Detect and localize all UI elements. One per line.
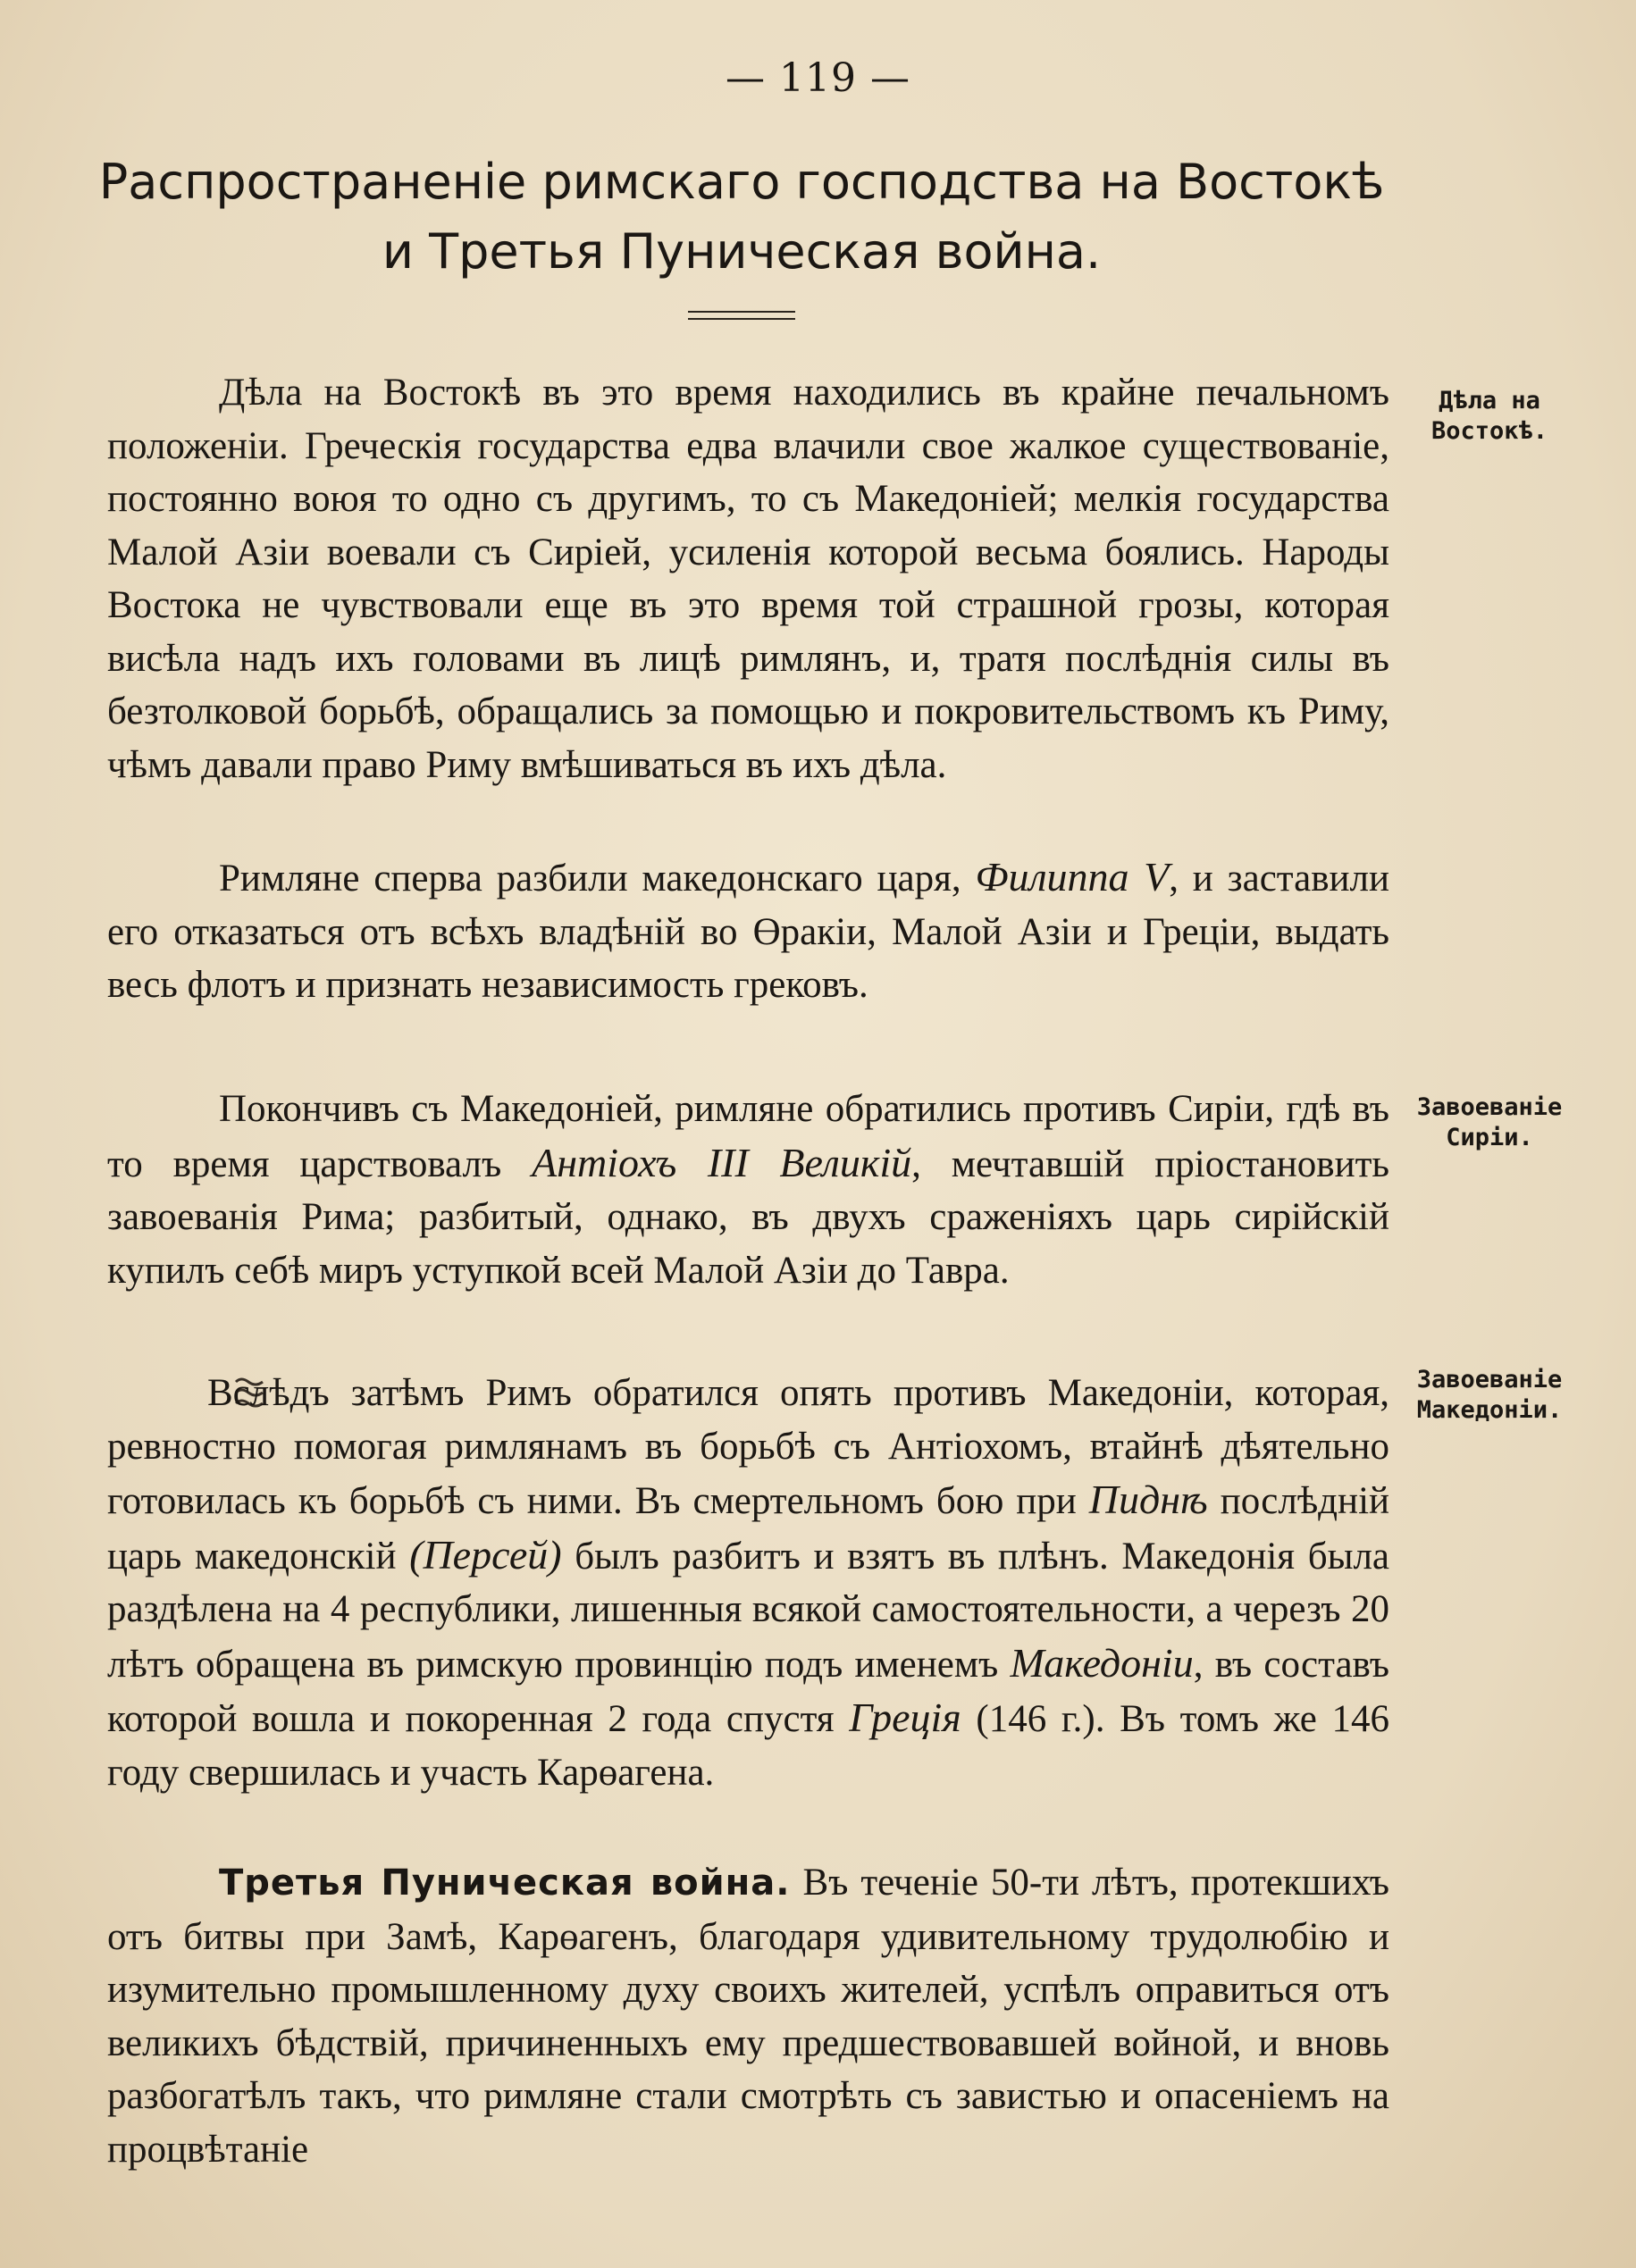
margin-note-line: Завоеванiе xyxy=(1416,1093,1563,1121)
paragraph-east-affairs xyxy=(107,366,1389,791)
paragraph-text xyxy=(107,850,1389,1012)
text-run: Покончивъ съ Македонiей, римляне обратились противъ Сирiи, гдѣ въ то время царствовалъ xyxy=(107,1088,1389,1185)
person-name: Филиппа V xyxy=(975,854,1170,900)
chapter-title-line-2: и Третья Пуническая война. xyxy=(382,223,1102,280)
margin-note-line: Завоеванiе xyxy=(1416,1366,1563,1393)
margin-note-line: Дѣла на xyxy=(1439,387,1540,414)
place-name: Македонiи xyxy=(1010,1639,1194,1686)
paragraph-text xyxy=(107,1856,1389,2176)
margin-note-conquest-macedonia xyxy=(1396,1365,1583,1426)
paragraph-text: Дѣла на Востокѣ въ это время находились въ крайне печальномъ положенiи. Греческiя государства едва влачили свое жалкое существованiе, постоянно воюя то одно съ другимъ, то съ Македонiей; мелкiя государства Малой Азiи воевали съ Сирiей, усиленiя которой весьма боялись. Народы Востока не чувствовали еще въ это время той страшной грозы, которая висѣла надъ ихъ головами въ лицѣ римлянъ, и, тратя послѣднiя силы въ безтолковой борьбѣ, обращались за помощью и покровительствомъ къ Риму, чѣмъ давали право Риму вмѣшиваться въ ихъ дѣла. xyxy=(107,372,1389,786)
place-name: Грецiя xyxy=(849,1695,961,1740)
text-run: Въ теченiе 50-ти лѣтъ, протекшихъ отъ битвы при Замѣ, Карөагенъ, благодаря удивительному трудолюбiю и изумительно промышленному духу своихъ жителей, успѣлъ оправиться отъ великихъ бѣдствiй, причиненныхъ ему предшествовавшей войной, и вновь разбогатѣлъ такъ, что римляне стали смотрѣть съ завистью и опасенiемъ на процвѣтанiе xyxy=(107,1862,1390,2171)
margin-note-line: Македонiи. xyxy=(1416,1396,1563,1424)
text-run: Вслѣдъ затѣмъ Римъ обратился опять противъ Македонiи, которая, ревностно помогая римлянамъ въ борьбѣ съ Антiохомъ, втайнѣ дѣятельно готовилась къ борьбѣ съ ними. Въ смертельномъ бою при xyxy=(107,1372,1389,1522)
person-name: (Персей) xyxy=(409,1531,562,1578)
paragraph-text xyxy=(107,1083,1389,1297)
page-number: — 119 — xyxy=(726,55,910,101)
text-run: былъ разбитъ и взятъ въ плѣнъ. Македонiя была раздѣлена на 4 республики, лишенныя всякой самостоятельности, а черезъ 20 лѣтъ обращена въ римскую провинцiю подъ именемъ xyxy=(107,1535,1390,1686)
printers-mark-icon xyxy=(170,1372,204,1408)
margin-note-line: Сирiи. xyxy=(1446,1124,1533,1151)
margin-note-line: Востокѣ. xyxy=(1430,417,1548,445)
place-name: Пиднѣ xyxy=(1088,1477,1208,1522)
margin-note-conquest-syria xyxy=(1396,1092,1583,1153)
paragraph-macedonia xyxy=(107,1367,1389,1799)
chapter-title xyxy=(98,147,1385,287)
text-run: , и заставили его отказаться отъ всѣхъ владѣнiй во Өракiи, Малой Азiи и Грецiи, выдать весь флотъ и признать независимость грековъ. xyxy=(107,858,1389,1006)
person-name: Антiохъ III Великiй xyxy=(532,1139,912,1185)
text-run: , мечтавшiй прiостановить завоеванiя Рима; разбитый, однако, въ двухъ сраженiяхъ царь сирiйскiй купилъ себѣ миръ уступкой всей Малой Азiи до Тавра. xyxy=(107,1142,1390,1292)
section-heading: Третья Пуническая война. xyxy=(219,1862,791,1904)
paragraph-third-punic-war xyxy=(107,1856,1389,2176)
margin-note-east-affairs xyxy=(1396,386,1583,447)
text-run: Римляне сперва разбили македонскаго царя, xyxy=(219,858,961,900)
chapter-title-line-1: Распространенiе римскаго господства на Востокѣ xyxy=(98,154,1385,210)
text-run: , въ составъ которой вошла и покоренная 2 года спустя xyxy=(107,1643,1390,1740)
paragraph-syria xyxy=(107,1083,1389,1297)
text-run: послѣднiй царь македонскiй xyxy=(107,1480,1390,1578)
text-run: (146 г.). Въ томъ же 146 году свершилась и участь Карөагена. xyxy=(107,1698,1390,1794)
title-divider xyxy=(688,311,795,320)
paragraph-text xyxy=(107,1367,1389,1799)
paragraph-philip xyxy=(107,850,1389,1012)
